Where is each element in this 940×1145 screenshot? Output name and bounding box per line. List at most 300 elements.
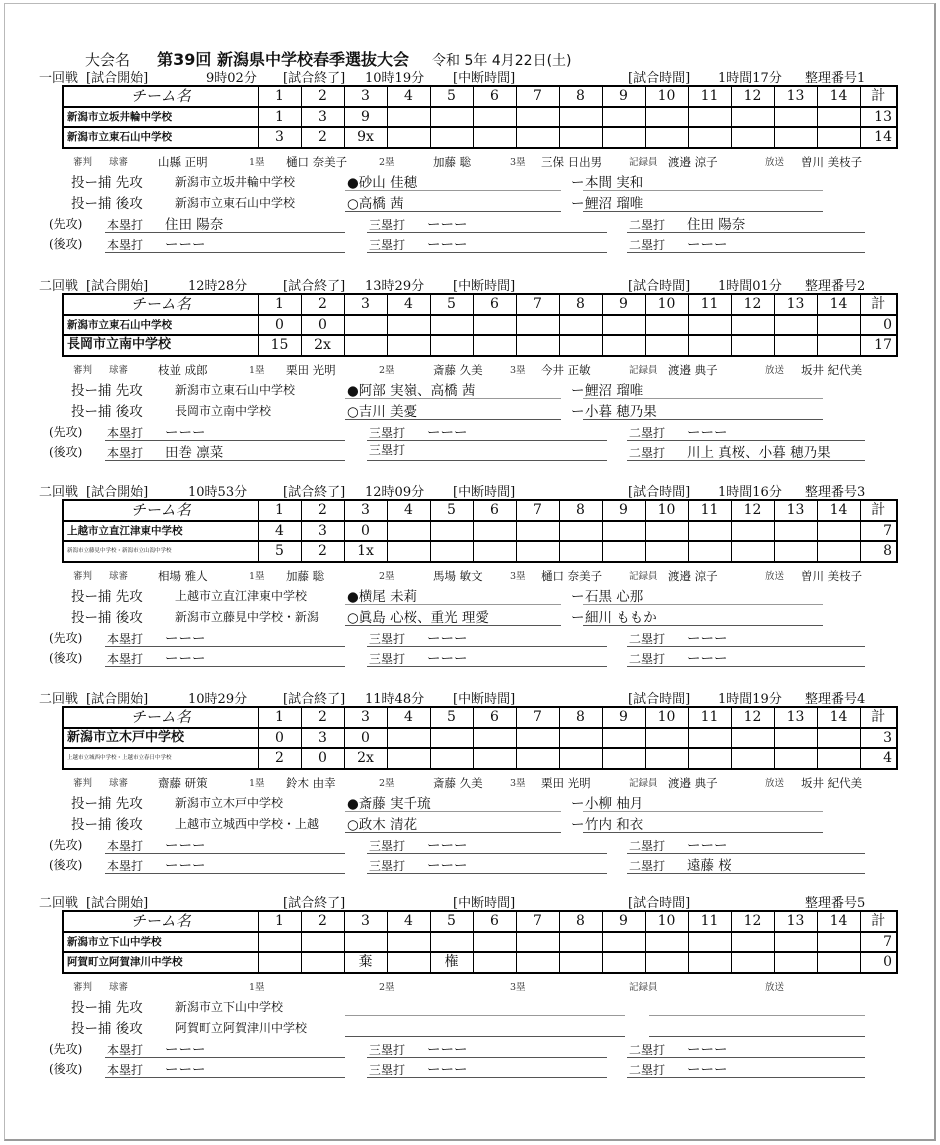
pitcher-name: 砂山 佳穂 <box>358 175 418 191</box>
catcher-name: 竹内 和衣 <box>585 817 644 833</box>
inning-header: 12 <box>731 86 774 107</box>
inning-score <box>602 521 645 542</box>
inning-score <box>516 107 559 128</box>
pitcher-name: 高橋 茜 <box>358 196 404 212</box>
battery-first-team: 新潟市立坂井輪中学校 <box>175 175 296 189</box>
inning-score <box>817 932 860 953</box>
inning-score: 3 <box>301 728 344 749</box>
broadcast-name: 坂井 紀代美 <box>801 363 863 377</box>
inning-header: 4 <box>387 294 430 315</box>
total-header: 計 <box>860 294 897 315</box>
inning-score <box>688 952 731 973</box>
double-line <box>627 834 865 854</box>
inning-header: 13 <box>774 294 817 315</box>
recorder-name: 渡邉 典子 <box>668 776 718 790</box>
battery-first-team: 新潟市立木戸中学校 <box>175 796 284 810</box>
battery-second-team: 阿賀町立阿賀津川中学校 <box>175 1021 308 1035</box>
double-label: 二塁打 <box>629 1043 666 1057</box>
home-run-line <box>105 421 345 441</box>
inning-header: 10 <box>645 707 688 728</box>
inning-header: 9 <box>602 707 645 728</box>
triple-label: 三塁打 <box>369 652 406 666</box>
round-label: 二回戦 <box>39 485 79 500</box>
inning-score <box>559 728 602 749</box>
team-total: 17 <box>860 335 897 356</box>
inning-score: 0 <box>301 315 344 336</box>
third-base-label: 3塁 <box>510 571 526 582</box>
inning-score <box>473 748 516 769</box>
inning-score <box>473 335 516 356</box>
home-run-label: 本塁打 <box>107 632 144 646</box>
third-base-label: 3塁 <box>510 157 526 168</box>
team-total: 4 <box>860 748 897 769</box>
triple-line <box>367 421 607 441</box>
duration-label: [試合時間] <box>628 692 691 707</box>
round-label: 二回戦 <box>39 896 79 911</box>
second-base-label: 2塁 <box>379 157 395 168</box>
open-circle-icon: ○ <box>347 817 359 833</box>
triple-line <box>367 233 607 253</box>
broadcast-name: 曽川 美枝子 <box>801 569 863 583</box>
inning-header: 7 <box>516 500 559 521</box>
inning-score <box>774 952 817 973</box>
second-base-umpire: 加藤 聡 <box>433 155 472 169</box>
team-total: 14 <box>860 127 897 148</box>
recorder-name: 渡邉 涼子 <box>668 155 718 169</box>
inning-header: 2 <box>301 911 344 932</box>
inning-score <box>645 952 688 973</box>
double-label: 二塁打 <box>629 632 666 646</box>
duration-label: [試合時間] <box>628 485 691 500</box>
inning-header: 5 <box>430 500 473 521</box>
inning-score <box>387 335 430 356</box>
triple-value: ーーー <box>427 425 468 441</box>
inning-score <box>602 335 645 356</box>
inning-header: 1 <box>258 86 301 107</box>
innings-header-row <box>63 500 897 521</box>
game-block-5 <box>39 892 903 1078</box>
inning-header: 14 <box>817 707 860 728</box>
inning-header: 12 <box>731 911 774 932</box>
second-base-label: 2塁 <box>379 778 395 789</box>
inning-score <box>387 932 430 953</box>
battery-second-catcher <box>583 192 823 212</box>
broadcast-label: 放送 <box>765 571 785 582</box>
inning-header: 4 <box>387 911 430 932</box>
inning-score <box>602 728 645 749</box>
inning-score <box>516 315 559 336</box>
third-base-umpire: 三保 日出男 <box>541 155 603 169</box>
plate-umpire: 山縣 正明 <box>158 155 208 169</box>
start-label: [試合開始] <box>86 71 149 86</box>
game-block-1 <box>39 67 903 253</box>
inning-score: 2 <box>301 541 344 562</box>
triple-line <box>367 647 607 667</box>
end-label: [試合終了] <box>283 71 346 86</box>
inning-header: 14 <box>817 86 860 107</box>
dash-icon: ー <box>571 589 585 605</box>
line-score-table <box>62 499 898 563</box>
innings-header-row <box>63 707 897 728</box>
inning-score <box>430 541 473 562</box>
total-header: 計 <box>860 500 897 521</box>
double-line <box>627 627 865 647</box>
inning-score <box>774 541 817 562</box>
home-run-value: ーーー <box>165 1062 206 1078</box>
end-time: 10時19分 <box>365 71 425 86</box>
double-value: ーーー <box>687 1062 728 1078</box>
recorder-label: 記録員 <box>629 982 658 993</box>
first-base-umpire: 樋口 奈美子 <box>286 155 348 169</box>
inning-score <box>817 127 860 148</box>
end-time: 12時09分 <box>365 485 425 500</box>
recorder-name: 渡邉 涼子 <box>668 569 718 583</box>
score-sheet-page <box>4 3 936 1141</box>
third-base-umpire: 栗田 光明 <box>541 776 591 790</box>
team-total: 7 <box>860 521 897 542</box>
inning-score <box>645 127 688 148</box>
judge-label: 審判 <box>73 571 93 582</box>
inning-score <box>817 315 860 336</box>
battery-first-label: 投ー捕 先攻 <box>71 796 143 812</box>
inning-score <box>602 107 645 128</box>
first-base-umpire: 鈴木 由幸 <box>286 776 336 790</box>
inning-score <box>387 107 430 128</box>
inning-score <box>602 932 645 953</box>
duration-value: 1時間01分 <box>718 279 782 294</box>
first-side-label: (先攻) <box>49 425 83 439</box>
inning-score: 1x <box>344 541 387 562</box>
catcher-name: 鯉沼 瑠唯 <box>585 383 644 399</box>
battery-first-label: 投ー捕 先攻 <box>71 1000 143 1016</box>
broadcast-name: 曽川 美枝子 <box>801 155 863 169</box>
double-value: ーーー <box>687 838 728 854</box>
dash-icon: ー <box>571 610 585 626</box>
inning-score <box>473 932 516 953</box>
pitcher-name: 政木 清花 <box>358 817 418 833</box>
inning-score <box>645 335 688 356</box>
third-base-umpire: 樋口 奈美子 <box>541 569 603 583</box>
filled-circle-icon: ● <box>347 175 359 191</box>
double-line <box>627 421 865 441</box>
inning-score <box>645 315 688 336</box>
home-run-value: ーーー <box>165 631 206 647</box>
inning-score <box>774 932 817 953</box>
triple-line <box>367 627 607 647</box>
inning-score <box>731 315 774 336</box>
battery-first-pitcher <box>345 171 561 191</box>
catcher-name: 石黒 心那 <box>585 589 644 605</box>
first-side-label: (先攻) <box>49 1042 83 1056</box>
inning-score <box>688 541 731 562</box>
inning-header: 8 <box>559 294 602 315</box>
first-base-label: 1塁 <box>249 571 265 582</box>
battery-second-team: 新潟市立東石山中学校 <box>175 196 296 210</box>
battery-second-pitcher <box>345 192 561 212</box>
inning-score <box>817 335 860 356</box>
inning-header: 2 <box>301 707 344 728</box>
suspend-label: [中断時間] <box>453 896 516 911</box>
broadcast-label: 放送 <box>765 365 785 376</box>
home-run-value: 住田 陽奈 <box>165 217 224 233</box>
team-name: 新潟市立藤見中学校・新潟市立山潟中学校 <box>63 541 258 562</box>
inning-header: 12 <box>731 707 774 728</box>
inning-score <box>688 107 731 128</box>
home-run-value: 田巻 凛菜 <box>165 445 224 461</box>
double-label: 二塁打 <box>629 1063 666 1077</box>
inning-score: 9 <box>344 107 387 128</box>
home-run-value: ーーー <box>165 651 206 667</box>
double-line <box>627 441 865 461</box>
dash-icon: ー <box>571 175 585 191</box>
inning-header: 1 <box>258 500 301 521</box>
inning-header: 5 <box>430 294 473 315</box>
battery-second-pitcher <box>345 606 561 626</box>
inning-header: 4 <box>387 707 430 728</box>
inning-score <box>645 541 688 562</box>
triple-label: 三塁打 <box>369 859 406 873</box>
home-run-line <box>105 441 345 461</box>
inning-header: 6 <box>473 294 516 315</box>
inning-score <box>559 335 602 356</box>
inning-header: 10 <box>645 86 688 107</box>
round-label: 二回戦 <box>39 279 79 294</box>
inning-header: 8 <box>559 707 602 728</box>
team-row <box>63 728 897 749</box>
start-time: 10時29分 <box>188 692 248 707</box>
inning-header: 3 <box>344 86 387 107</box>
line-score-table <box>62 293 898 357</box>
third-base-label: 3塁 <box>510 365 526 376</box>
round-label: 一回戦 <box>39 71 79 86</box>
battery-second-team: 長岡市立南中学校 <box>175 404 272 418</box>
inning-score <box>430 315 473 336</box>
start-time: 12時28分 <box>188 279 248 294</box>
team-name-header: チーム名 <box>63 86 258 107</box>
inning-header: 9 <box>602 911 645 932</box>
inning-header: 11 <box>688 500 731 521</box>
inning-score <box>473 952 516 973</box>
plate-label: 球審 <box>109 778 129 789</box>
battery-second-catcher <box>583 606 823 626</box>
inning-score <box>731 107 774 128</box>
inning-score: 5 <box>258 541 301 562</box>
inning-header: 13 <box>774 500 817 521</box>
start-label: [試合開始] <box>86 896 149 911</box>
inning-score: 3 <box>301 107 344 128</box>
serial-number: 整理番号4 <box>805 692 866 707</box>
inning-header: 3 <box>344 294 387 315</box>
inning-score <box>344 335 387 356</box>
battery-second-catcher <box>649 1017 865 1037</box>
inning-score: 0 <box>258 728 301 749</box>
triple-label: 三塁打 <box>369 426 406 440</box>
end-label: [試合終了] <box>283 896 346 911</box>
inning-header: 9 <box>602 86 645 107</box>
filled-circle-icon: ● <box>347 796 359 812</box>
inning-score <box>258 952 301 973</box>
inning-score <box>430 107 473 128</box>
duration-label: [試合時間] <box>628 279 691 294</box>
inning-score <box>516 335 559 356</box>
home-run-line <box>105 213 345 233</box>
inning-header: 10 <box>645 911 688 932</box>
home-run-value: ーーー <box>165 838 206 854</box>
tournament-label: 大会名 <box>85 51 131 69</box>
home-run-label: 本塁打 <box>107 652 144 666</box>
second-base-label: 2塁 <box>379 982 395 993</box>
team-name: 新潟市立下山中学校 <box>63 932 258 953</box>
team-total: 8 <box>860 541 897 562</box>
triple-label: 三塁打 <box>369 218 406 232</box>
first-side-label: (先攻) <box>49 631 83 645</box>
double-value: ーーー <box>687 425 728 441</box>
inning-header: 7 <box>516 294 559 315</box>
inning-header: 3 <box>344 707 387 728</box>
judge-label: 審判 <box>73 982 93 993</box>
second-base-umpire: 斎藤 久美 <box>433 363 483 377</box>
catcher-name: 小柳 柚月 <box>585 796 644 812</box>
game-block-4 <box>39 688 903 874</box>
line-score-table <box>62 910 898 974</box>
inning-header: 9 <box>602 500 645 521</box>
second-base-umpire: 斎藤 久美 <box>433 776 483 790</box>
team-row <box>63 748 897 769</box>
pitcher-name: 斎藤 実千琉 <box>358 796 431 812</box>
home-run-label: 本塁打 <box>107 238 144 252</box>
battery-second-pitcher <box>345 813 561 833</box>
start-label: [試合開始] <box>86 692 149 707</box>
inning-score <box>602 952 645 973</box>
inning-score <box>473 728 516 749</box>
battery-first-team: 新潟市立東石山中学校 <box>175 383 296 397</box>
inning-header: 11 <box>688 86 731 107</box>
duration-value: 1時間16分 <box>718 485 782 500</box>
triple-label: 三塁打 <box>369 443 406 457</box>
recorder-name: 渡邉 典子 <box>668 363 718 377</box>
home-run-line <box>105 627 345 647</box>
inning-score <box>516 541 559 562</box>
inning-score <box>688 748 731 769</box>
innings-header-row <box>63 911 897 932</box>
inning-header: 3 <box>344 500 387 521</box>
double-label: 二塁打 <box>629 652 666 666</box>
open-circle-icon: ○ <box>347 610 359 626</box>
plate-label: 球審 <box>109 365 129 376</box>
inning-score <box>688 335 731 356</box>
battery-first-catcher <box>583 171 823 191</box>
triple-value: ーーー <box>427 838 468 854</box>
inning-score: 2x <box>301 335 344 356</box>
inning-header: 1 <box>258 707 301 728</box>
inning-score: 3 <box>258 127 301 148</box>
triple-label: 三塁打 <box>369 839 406 853</box>
inning-score <box>688 728 731 749</box>
inning-score: 2 <box>258 748 301 769</box>
dash-icon: ー <box>571 196 585 212</box>
third-base-label: 3塁 <box>510 982 526 993</box>
inning-score: 2 <box>301 127 344 148</box>
inning-score <box>731 952 774 973</box>
inning-score <box>387 952 430 973</box>
game-header <box>39 67 903 86</box>
battery-first-pitcher <box>345 585 561 605</box>
third-base-umpire: 今井 正敏 <box>541 363 591 377</box>
inning-score <box>516 748 559 769</box>
inning-score <box>387 728 430 749</box>
inning-score <box>516 521 559 542</box>
inning-score: 1 <box>258 107 301 128</box>
inning-score: 2x <box>344 748 387 769</box>
inning-score <box>344 932 387 953</box>
broadcast-name: 坂井 紀代美 <box>801 776 863 790</box>
second-base-label: 2塁 <box>379 571 395 582</box>
inning-header: 1 <box>258 911 301 932</box>
triple-label: 三塁打 <box>369 1063 406 1077</box>
inning-score <box>645 728 688 749</box>
start-label: [試合開始] <box>86 279 149 294</box>
battery-first-label: 投ー捕 先攻 <box>71 589 143 605</box>
inning-score <box>430 932 473 953</box>
inning-header: 6 <box>473 500 516 521</box>
inning-score: 権 <box>430 952 473 973</box>
end-label: [試合終了] <box>283 279 346 294</box>
inning-score <box>602 127 645 148</box>
inning-score <box>817 728 860 749</box>
inning-score: 0 <box>301 748 344 769</box>
inning-header: 14 <box>817 500 860 521</box>
line-score-table <box>62 85 898 149</box>
inning-score <box>473 541 516 562</box>
inning-header: 6 <box>473 707 516 728</box>
inning-header: 4 <box>387 86 430 107</box>
inning-score <box>473 315 516 336</box>
triple-line <box>367 1038 607 1058</box>
inning-score: 0 <box>258 315 301 336</box>
home-run-value: ーーー <box>165 237 206 253</box>
inning-score <box>731 728 774 749</box>
home-run-value: ーーー <box>165 858 206 874</box>
inning-score <box>516 932 559 953</box>
battery-second-pitcher <box>345 1017 625 1037</box>
inning-header: 8 <box>559 86 602 107</box>
inning-header: 1 <box>258 294 301 315</box>
recorder-label: 記録員 <box>629 571 658 582</box>
team-name-header: チーム名 <box>63 500 258 521</box>
inning-score <box>774 335 817 356</box>
battery-first-team: 新潟市立下山中学校 <box>175 1000 284 1014</box>
battery-first-pitcher <box>345 996 625 1016</box>
triple-value: ーーー <box>427 1042 468 1058</box>
inning-header: 6 <box>473 911 516 932</box>
inning-score: 0 <box>344 521 387 542</box>
team-name: 新潟市立坂井輪中学校 <box>63 107 258 128</box>
filled-circle-icon: ● <box>347 589 359 605</box>
double-value: ーーー <box>687 237 728 253</box>
suspend-label: [中断時間] <box>453 692 516 707</box>
dash-icon: ー <box>571 796 585 812</box>
team-row <box>63 952 897 973</box>
second-base-label: 2塁 <box>379 365 395 376</box>
inning-score <box>559 541 602 562</box>
tournament-header <box>85 47 572 69</box>
inning-score <box>559 932 602 953</box>
inning-score <box>774 107 817 128</box>
home-run-value: ーーー <box>165 1042 206 1058</box>
inning-score <box>774 521 817 542</box>
home-run-line <box>105 834 345 854</box>
inning-score <box>731 521 774 542</box>
